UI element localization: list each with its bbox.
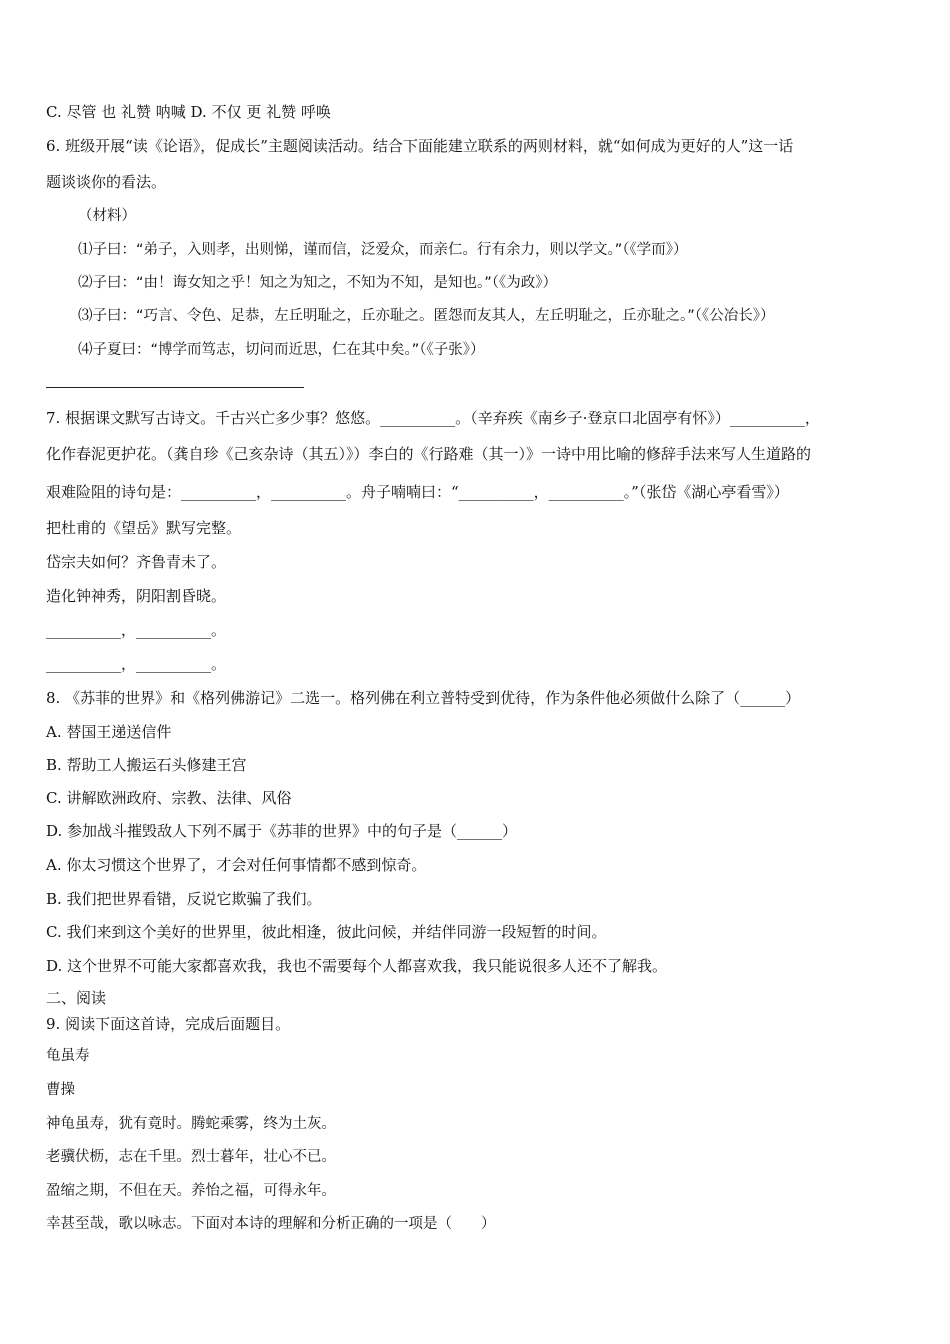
q8-prompt: 8. 《苏菲的世界》和《格列佛游记》二选一。格列佛在利立普特受到优待，作为条件他必须做什么除了（______） <box>46 689 801 707</box>
q8-option-a: A. 替国王递送信件 <box>46 723 172 741</box>
q6-material-heading: （材料） <box>78 208 136 224</box>
q6-prompt-line-2: 题谈谈你的看法。 <box>46 173 167 191</box>
q8b-option-b: B. 我们把世界看错，反说它欺骗了我们。 <box>46 890 322 908</box>
q7-line-1: 7. 根据课文默写古诗文。千古兴亡多少事？悠悠。__________。（辛弃疾《南乡子·登京口北固亭有怀》）__________， <box>46 409 820 427</box>
q6-material-4: ⑷子夏曰：“博学而笃志，切问而近思，仁在其中矣。”（《子张》） <box>78 342 485 358</box>
q7-line-2: 化作春泥更护花。（龚自珍《己亥杂诗（其五）》）李白的《行路难（其一）》一诗中用比喻的修辞手法来写人生道路的 <box>46 445 812 463</box>
section-heading: 二、阅读 <box>46 989 107 1007</box>
q8b-option-a: A. 你太习惯这个世界了，才会对任何事情都不感到惊奇。 <box>46 856 427 874</box>
q8-option-b: B. 帮助工人搬运石头修建王宫 <box>46 756 247 774</box>
poem-author: 曹操 <box>46 1082 75 1098</box>
answer-line <box>46 387 304 388</box>
q6-material-1: ⑴子曰：“弟子，入则孝，出则悌，谨而信，泛爱众，而亲仁。行有余力，则以学文。”（《学而》） <box>78 242 688 258</box>
q8b-option-c: C. 我们来到这个美好的世界里，彼此相逢，彼此问候，并结伴同游一段短暂的时间。 <box>46 923 607 941</box>
q7-poem-line-1: 岱宗夫如何？齐鲁青未了。 <box>46 553 227 571</box>
q7-blank-line-1: __________，__________。 <box>46 621 227 639</box>
q7-line-4: 把杜甫的《望岳》默写完整。 <box>46 519 242 537</box>
q6-material-2: ⑵子曰：“由！诲女知之乎！知之为知之，不知为不知，是知也。”（《为政》） <box>78 275 558 291</box>
q7-line-3: 艰难险阻的诗句是：__________，__________。舟子喃喃曰：“__________，__________。”（张岱《湖心亭看雪》） <box>46 483 789 501</box>
q5-option-c-d: C. 尽管 也 礼赞 呐喊 D. 不仅 更 礼赞 呼唤 <box>46 103 331 121</box>
q6-prompt-line-1: 6. 班级开展“读《论语》，促成长”主题阅读活动。结合下面能建立联系的两则材料，就“如何成为更好的人”这一话 <box>46 137 794 155</box>
q6-material-3: ⑶子曰：“巧言、令色、足恭，左丘明耻之，丘亦耻之。匿怨而友其人，左丘明耻之，丘亦耻之。”（《公冶长》） <box>78 308 775 324</box>
poem-line-3: 盈缩之期，不但在天。养怡之福，可得永年。 <box>46 1183 336 1199</box>
poem-title: 龟虽寿 <box>46 1048 90 1064</box>
poem-line-2: 老骥伏枥，志在千里。烈士暮年，壮心不已。 <box>46 1149 336 1165</box>
q7-blank-line-2: __________，__________。 <box>46 655 227 673</box>
q8b-option-d: D. 这个世界不可能大家都喜欢我，我也不需要每个人都喜欢我，我只能说很多人还不了解我。 <box>46 957 668 975</box>
q8-option-d: D. 参加战斗摧毁敌人下列不属于《苏菲的世界》中的句子是（______） <box>46 822 518 840</box>
poem-line-1: 神龟虽寿，犹有竟时。腾蛇乘雾，终为土灰。 <box>46 1116 336 1132</box>
q7-poem-line-2: 造化钟神秀，阴阳割昏晓。 <box>46 587 227 605</box>
q9-prompt: 9. 阅读下面这首诗，完成后面题目。 <box>46 1015 291 1033</box>
q8-option-c: C. 讲解欧洲政府、宗教、法律、风俗 <box>46 789 292 807</box>
poem-line-4: 幸甚至哉，歌以咏志。下面对本诗的理解和分析正确的一项是（ ） <box>46 1216 496 1232</box>
